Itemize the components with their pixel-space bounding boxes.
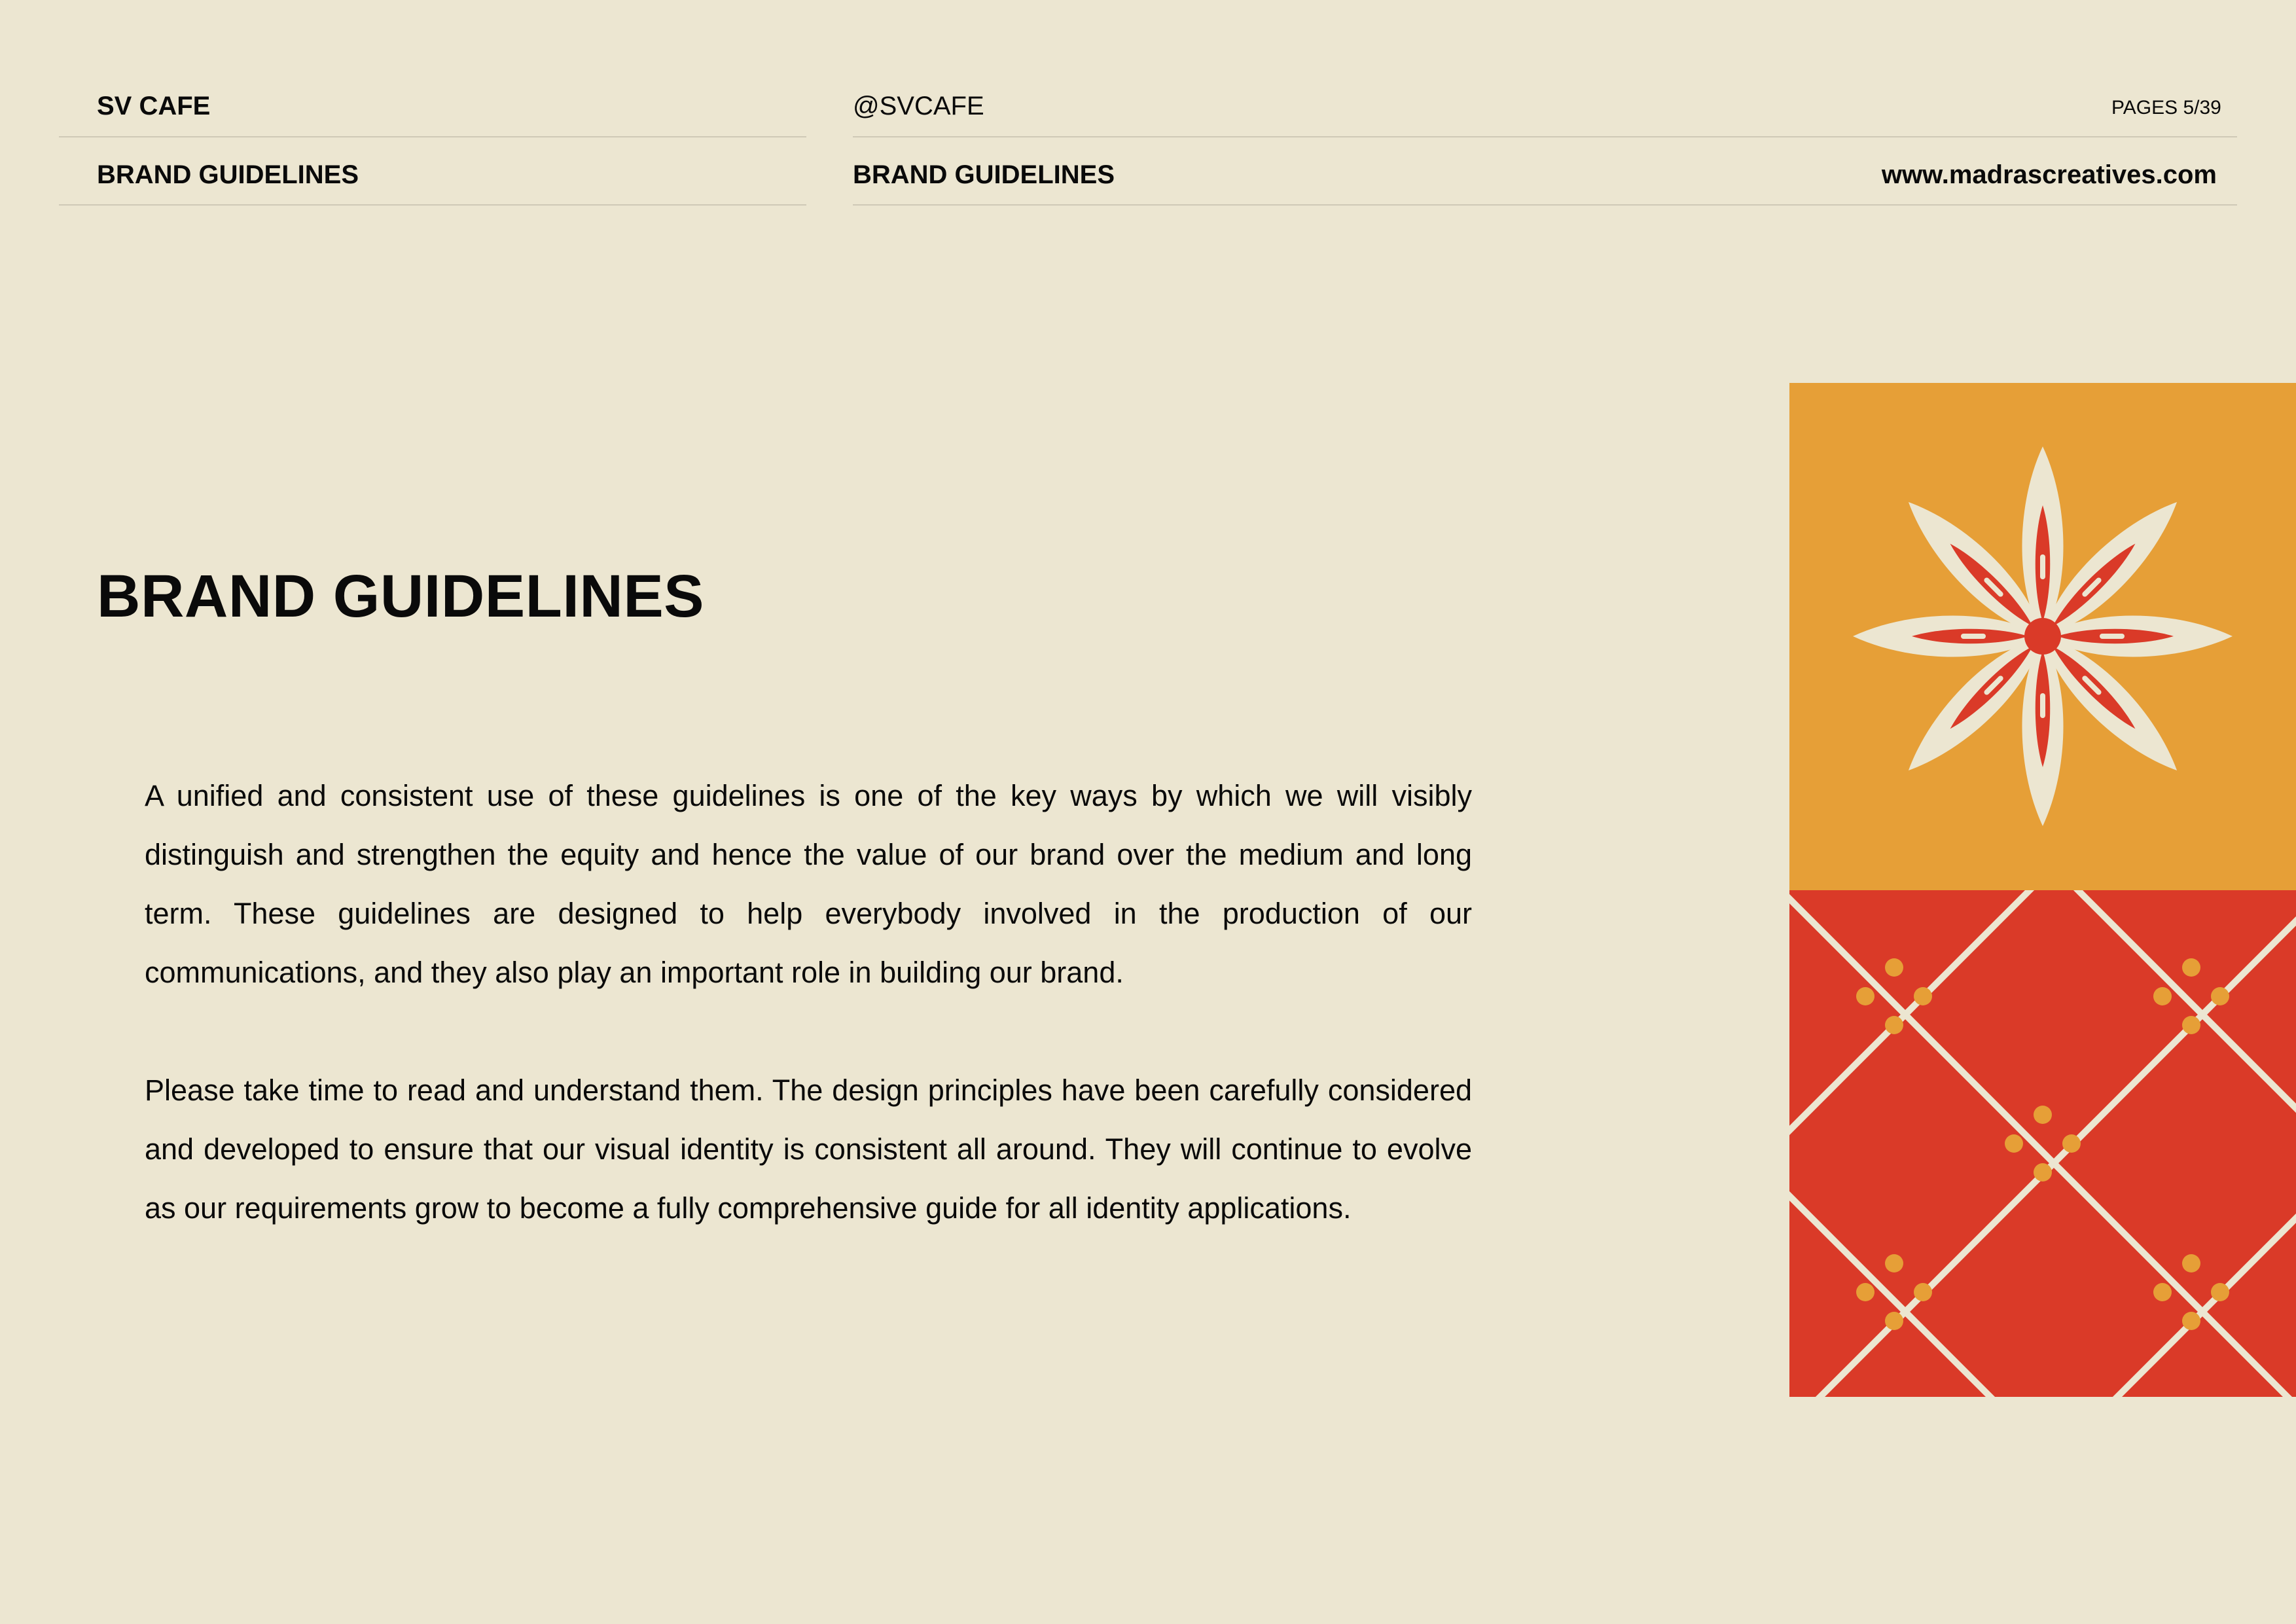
guidance-paragraph: Please take time to read and understand them. The design principles have been carefully considered and developed to ensure that our visual identity is consistent all around. They will continue to evolve as our requirements grow to become a fully comprehensive guide for all identity applications. [145, 1074, 1472, 1225]
page-indicator: PAGES 5/39 [2111, 97, 2221, 118]
center-subtitle: BRAND GUIDELINES [853, 160, 1115, 189]
website-link[interactable]: www.madrascreatives.com [1881, 160, 2217, 189]
brand-name: SV CAFE [97, 92, 211, 120]
intro-paragraph: A unified and consistent use of these guidelines is one of the key ways by which we will visibly distinguish and strengthen the equity and hence the value of our brand over the medium and long term. These guidelines are designed to help everybody involved in the production of our communications, and they also play an important role in building our brand. [145, 779, 1472, 989]
page-title: BRAND GUIDELINES [97, 563, 705, 630]
header-divider-right-top [853, 136, 2237, 137]
header-divider-right-bottom [853, 204, 2237, 206]
eight-petal-flower-icon [1853, 446, 2233, 826]
left-subtitle: BRAND GUIDELINES [97, 160, 359, 189]
bottom-panel [1789, 890, 2296, 1397]
social-handle: @SVCAFE [853, 92, 984, 120]
header-divider-left-top [59, 136, 806, 137]
header-divider-left-bottom [59, 204, 806, 206]
brand-artwork [1789, 383, 2296, 1397]
